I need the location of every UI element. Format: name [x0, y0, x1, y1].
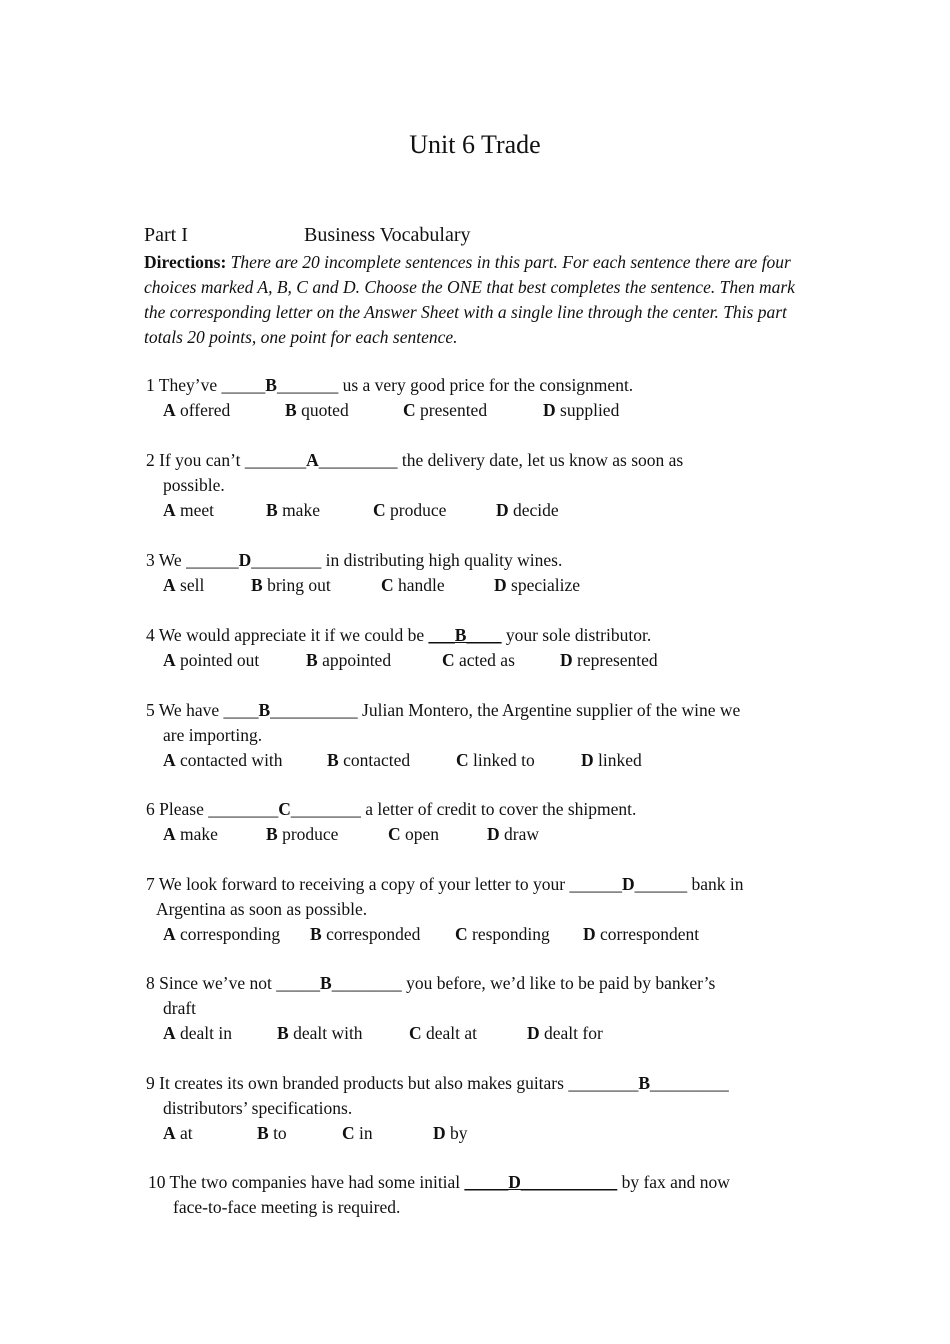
- option-c: C handle: [381, 575, 445, 595]
- option-c: C acted as: [442, 650, 515, 670]
- answer-key: C: [278, 799, 291, 819]
- question-stem-continued: distributors’ specifications.: [163, 1098, 353, 1118]
- option-a: A dealt in: [163, 1023, 233, 1043]
- options: [146, 1121, 806, 1146]
- question-stem: 1 They’ve _____B_______ us a very good price for the consignment.: [146, 375, 634, 395]
- directions-label: Directions:: [144, 252, 227, 272]
- option-c: C in: [342, 1123, 373, 1143]
- options: [146, 498, 806, 523]
- question-5: [146, 698, 806, 773]
- option-b: B make: [266, 500, 320, 520]
- option-d: D linked: [581, 750, 642, 770]
- answer-key: ___B____: [428, 625, 502, 645]
- option-a: A contacted with: [163, 750, 283, 770]
- option-a: A sell: [163, 575, 205, 595]
- question-stem: 10 The two companies have had some initial _____D___________ by fax and now: [148, 1172, 730, 1192]
- answer-key: B: [265, 375, 277, 395]
- question-stem: 7 We look forward to receiving a copy of your letter to your ______D______ bank in: [146, 874, 744, 894]
- question-stem-continued: draft: [163, 998, 197, 1018]
- option-b: B to: [257, 1123, 287, 1143]
- option-c: C dealt at: [409, 1023, 478, 1043]
- options: [146, 398, 806, 423]
- directions: [144, 250, 806, 350]
- part-name: Business Vocabulary: [304, 224, 471, 246]
- option-d: D dealt for: [527, 1023, 603, 1043]
- option-b: B quoted: [285, 400, 349, 420]
- question-4: [146, 623, 806, 673]
- option-c: C open: [388, 824, 440, 844]
- answer-key: B: [258, 700, 271, 720]
- answer-key: B: [638, 1073, 651, 1093]
- options: [146, 648, 806, 673]
- option-a: A meet: [163, 500, 215, 520]
- question-stem: 6 Please ________C________ a letter of credit to cover the shipment.: [146, 799, 637, 819]
- question-stem: 4 We would appreciate it if we could be ___B____ your sole distributor.: [146, 625, 652, 645]
- option-b: B appointed: [306, 650, 392, 670]
- question-7: [146, 872, 806, 947]
- options: [146, 922, 806, 947]
- question-10: [148, 1170, 788, 1220]
- option-c: C produce: [373, 500, 447, 520]
- option-a: A at: [163, 1123, 193, 1143]
- option-d: D draw: [487, 824, 539, 844]
- option-b: B corresponded: [310, 924, 421, 944]
- question-2: [146, 448, 806, 523]
- question-9: [146, 1071, 806, 1146]
- part-heading: [144, 224, 471, 247]
- option-b: B produce: [266, 824, 339, 844]
- option-c: C linked to: [456, 750, 535, 770]
- option-d: D supplied: [543, 400, 620, 420]
- option-b: B contacted: [327, 750, 411, 770]
- question-1: [146, 373, 806, 423]
- question-stem-continued: Argentina as soon as possible.: [156, 899, 368, 919]
- options: [146, 573, 806, 598]
- directions-text: There are 20 incomplete sentences in this part. For each sentence there are four choices marked A, B, C and D. Choose the ONE that best completes the sentence. Then mark the corresponding letter on the Answer Sheet with a single line through the center. This part totals 20 points, one point for each sentence.: [144, 252, 795, 347]
- question-stem: 8 Since we’ve not _____B________ you before, we’d like to be paid by banker’s: [146, 973, 716, 993]
- options: [146, 748, 806, 773]
- option-a: A make: [163, 824, 218, 844]
- question-stem-continued: are importing.: [163, 725, 263, 745]
- answer-key: D: [622, 874, 635, 894]
- options: [146, 1021, 806, 1046]
- question-stem: 5 We have ____B__________ Julian Montero, the Argentine supplier of the wine we: [146, 700, 741, 720]
- option-b: B bring out: [251, 575, 331, 595]
- question-3: [146, 548, 806, 598]
- page-title: Unit 6 Trade: [409, 130, 541, 159]
- question-stem-continued: face-to-face meeting is required.: [173, 1197, 401, 1217]
- option-d: D represented: [560, 650, 658, 670]
- question-6: [146, 797, 806, 847]
- part-number: Part I: [144, 224, 188, 246]
- answer-key: _____D___________: [464, 1172, 618, 1192]
- option-d: D specialize: [494, 575, 580, 595]
- question-stem: 2 If you can’t _______A_________ the delivery date, let us know as soon as: [146, 450, 684, 470]
- option-c: C presented: [403, 400, 488, 420]
- option-b: B dealt with: [277, 1023, 363, 1043]
- option-a: A corresponding: [163, 924, 281, 944]
- option-a: A offered: [163, 400, 231, 420]
- question-stem-continued: possible.: [163, 475, 225, 495]
- option-a: A pointed out: [163, 650, 260, 670]
- answer-key: D: [238, 550, 252, 570]
- option-d: D correspondent: [583, 924, 700, 944]
- option-d: D by: [433, 1123, 468, 1143]
- options: [146, 822, 806, 847]
- option-c: C responding: [455, 924, 550, 944]
- option-d: D decide: [496, 500, 559, 520]
- question-stem: 3 We ______D________ in distributing high quality wines.: [146, 550, 563, 570]
- question-stem: 9 It creates its own branded products but also makes guitars ________B_________: [146, 1073, 729, 1093]
- question-8: [146, 971, 806, 1046]
- answer-key: A: [306, 450, 319, 470]
- answer-key: B: [320, 973, 332, 993]
